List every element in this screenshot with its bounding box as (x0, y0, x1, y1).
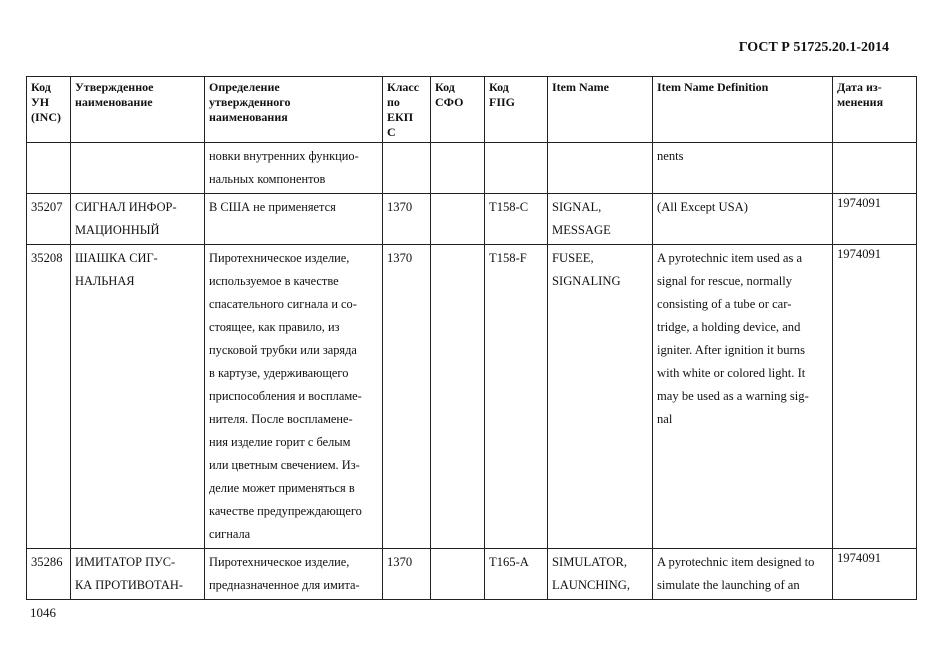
col-header-class (383, 77, 431, 143)
cell-inc: 35208 (27, 245, 71, 549)
cell-sfo (431, 194, 485, 245)
cell-sfo (431, 143, 485, 194)
cell-definition (205, 549, 383, 600)
cell-fiig: T158-F (485, 245, 548, 549)
text-line: пусковой трубки или заряда (209, 343, 357, 357)
col-header-approved-name (71, 77, 205, 143)
table-row-continuation (27, 143, 917, 194)
text-line: with white or colored light. It (657, 366, 806, 380)
cell-change-date: 1974091 (833, 549, 917, 600)
text-line: приспособления и воспламе- (209, 389, 362, 403)
text-line: (All Except USA) (657, 200, 748, 214)
text-line: Дата из- (837, 80, 882, 94)
text-line: signal for rescue, normally (657, 274, 792, 288)
cell-item-name-definition (653, 194, 833, 245)
text-line: качестве предупреждающего (209, 504, 362, 518)
text-line: спасательного сигнала и со- (209, 297, 357, 311)
text-line: ЕКП (387, 110, 414, 124)
text-line: новки внутренних функцио- (209, 149, 359, 163)
cell-inc (27, 143, 71, 194)
text-line: СИГНАЛ ИНФОР- (75, 200, 177, 214)
text-line: igniter. After ignition it burns (657, 343, 805, 357)
text-line: С (387, 125, 396, 139)
text-line: nents (657, 149, 684, 163)
text-line: LAUNCHING, (552, 578, 631, 592)
page-number: 1046 (30, 605, 56, 620)
cell-approved-name (71, 245, 205, 549)
text-line: сигнала (209, 527, 251, 541)
text-line: Item Name Definition (657, 80, 769, 94)
text-line: SIMULATOR, (552, 555, 627, 569)
cell-approved-name (71, 194, 205, 245)
text-line: используемое в качестве (209, 274, 339, 288)
cell-approved-name (71, 549, 205, 600)
text-line: НАЛЬНАЯ (75, 274, 135, 288)
col-header-change-date (833, 77, 917, 143)
table-row (27, 194, 917, 245)
cell-item-name (548, 549, 653, 600)
text-line: наименование (75, 95, 153, 109)
cell-approved-name (71, 143, 205, 194)
cell-sfo (431, 245, 485, 549)
text-line: нителя. После воспламене- (209, 412, 353, 426)
text-line: делие может применяться в (209, 481, 355, 495)
text-line: УН (31, 95, 50, 109)
cell-item-name-definition (653, 143, 833, 194)
text-line: В США не применяется (209, 200, 336, 214)
text-line: МАЦИОННЫЙ (75, 223, 160, 237)
col-header-sfo (431, 77, 485, 143)
cell-definition (205, 143, 383, 194)
text-line: СФО (435, 95, 464, 109)
text-line: FIIG (489, 95, 516, 109)
cell-definition (205, 245, 383, 549)
nomenclature-table (26, 76, 917, 600)
cell-change-date (833, 143, 917, 194)
cell-item-name (548, 143, 653, 194)
table-row (27, 245, 917, 549)
table-row (27, 549, 917, 600)
text-line: (INC) (31, 110, 61, 124)
text-line: consisting of a tube or car- (657, 297, 792, 311)
cell-sfo (431, 549, 485, 600)
text-line: или цветным свечением. Из- (209, 458, 360, 472)
text-line: Определение (209, 80, 280, 94)
col-header-item-name-definition (653, 77, 833, 143)
text-line: наименования (209, 110, 288, 124)
cell-item-name (548, 245, 653, 549)
text-line: SIGNALING (552, 274, 621, 288)
text-line: Код (31, 80, 51, 94)
text-line: по (387, 95, 400, 109)
cell-item-name (548, 194, 653, 245)
text-line: в картузе, удерживающего (209, 366, 349, 380)
cell-class: 1370 (383, 194, 431, 245)
text-line: tridge, a holding device, and (657, 320, 801, 334)
col-header-fiig (485, 77, 548, 143)
text-line: Код (489, 80, 509, 94)
cell-fiig (485, 143, 548, 194)
text-line: Пиротехническое изделие, (209, 555, 350, 569)
cell-change-date: 1974091 (833, 194, 917, 245)
cell-inc: 35207 (27, 194, 71, 245)
cell-fiig: T158-C (485, 194, 548, 245)
col-header-inc (27, 77, 71, 143)
text-line: Класс (387, 80, 420, 94)
text-line: Код (435, 80, 455, 94)
text-line: SIGNAL, (552, 200, 602, 214)
cell-definition (205, 194, 383, 245)
cell-item-name-definition (653, 245, 833, 549)
cell-class (383, 143, 431, 194)
text-line: A pyrotechnic item used as a (657, 251, 803, 265)
text-line: simulate the launching of an (657, 578, 800, 592)
text-line: утвержденного (209, 95, 291, 109)
text-line: nal (657, 412, 673, 426)
text-line: A pyrotechnic item designed to (657, 555, 815, 569)
text-line: FUSEE, (552, 251, 594, 265)
cell-change-date: 1974091 (833, 245, 917, 549)
document-code: ГОСТ Р 51725.20.1-2014 (738, 40, 889, 55)
text-line: MESSAGE (552, 223, 611, 237)
text-line: ИМИТАТОР ПУС- (75, 555, 176, 569)
text-line: Пиротехническое изделие, (209, 251, 350, 265)
cell-inc: 35286 (27, 549, 71, 600)
text-line: нальных компонентов (209, 172, 326, 186)
cell-class: 1370 (383, 245, 431, 549)
cell-fiig: T165-A (485, 549, 548, 600)
cell-item-name-definition (653, 549, 833, 600)
text-line: стоящее, как правило, из (209, 320, 340, 334)
text-line: may be used as a warning sig- (657, 389, 809, 403)
text-line: Утвержденное (75, 80, 154, 94)
text-line: КА ПРОТИВОТАН- (75, 578, 183, 592)
text-line: ния изделие горит с белым (209, 435, 351, 449)
text-line: предназначенное для имита- (209, 578, 360, 592)
table-header-row (27, 77, 917, 143)
text-line: Item Name (552, 80, 609, 94)
col-header-definition (205, 77, 383, 143)
cell-class: 1370 (383, 549, 431, 600)
col-header-item-name (548, 77, 653, 143)
text-line: менения (837, 95, 884, 109)
text-line: ШАШКА СИГ- (75, 251, 158, 265)
